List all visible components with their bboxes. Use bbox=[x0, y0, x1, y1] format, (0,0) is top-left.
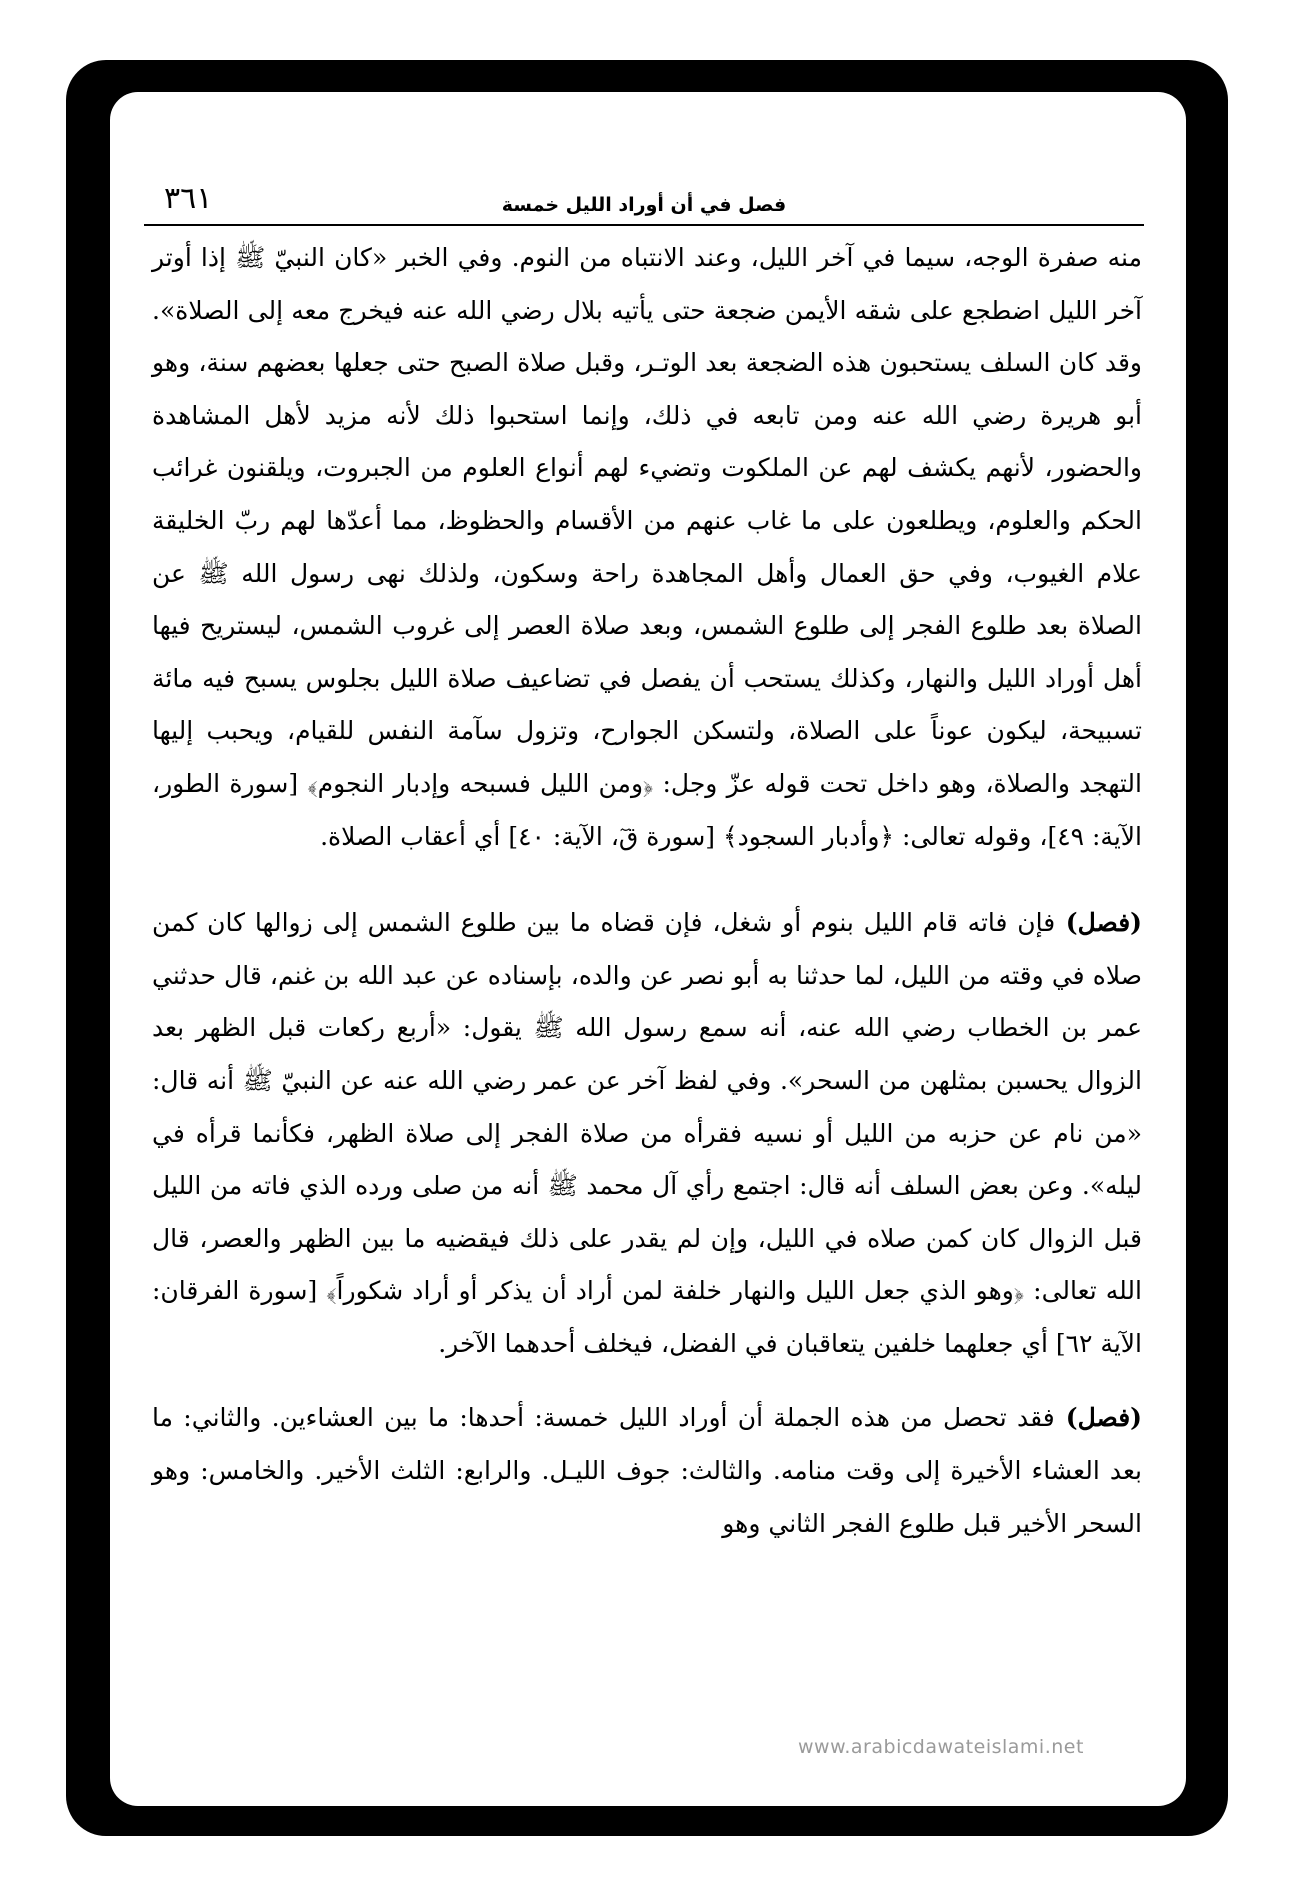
paragraph-2 bbox=[152, 897, 1142, 1370]
paragraph-2-text: فإن فاته قام الليل بنوم أو شغل، فإن قضاه ما بين طلوع الشمس إلى زوالها كان كمن صلاه في وقته من الليل، لما حدثنا به أبو نصر عن والده، بإسناده عن عبد الله بن غنم، قال حدثني عمر بن الخطاب رضي الله عنه، أنه سمع رسول الله ﷺ يقول: «أربع ركعات قبل الظهر بعد الزوال يحسبن بمثلهن من السحر». وفي لفظ آخر عن عمر رضي الله عنه عن النبيّ ﷺ أنه قال: «من نام عن حزبه من الليل أو نسيه فقرأه من صلاة الفجر إلى صلاة الظهر، فكأنما قرأه في ليله». وعن بعض السلف أنه قال: اجتمع رأي آل محمد ﷺ أنه من صلى ورده الذي فاته من الليل قبل الزوال كان كمن صلاه في الليل، وإن لم يقدر على ذلك فيقضيه ما بين الظهر والعصر، قال الله تعالى: ﴿وهو الذي جعل الليل والنهار خلفة لمن أراد أن يذكر أو أراد شكوراً﴾ [سورة الفرقان: الآية ٦٢] أي جعلهما خلفين يتعاقبان في الفضل، فيخلف أحدهما الآخر. bbox=[152, 908, 1142, 1358]
paragraph-1-text: منه صفرة الوجه، سيما في آخر الليل، وعند الانتباه من النوم. وفي الخبر «كان النبيّ ﷺ إذا أوتر آخر الليل اضطجع على شقه الأيمن ضجعة حتى يأتيه بلال رضي الله عنه فيخرج معه إلى الصلاة». وقد كان السلف يستحبون هذه الضجعة بعد الوتـر، وقبل صلاة الصبح حتى جعلها بعضهم سنة، وهو أبو هريرة رضي الله عنه ومن تابعه في ذلك، وإنما استحبوا ذلك لأنه مزيد لأهل المشاهدة والحضور، لأنهم يكشف لهم عن الملكوت وتضيء لهم أنواع العلوم من الجبروت، ويلقنون غرائب الحكم والعلوم، ويطلعون على ما غاب عنهم من الأقسام والحظوظ، مما أعدّها لهم ربّ الخليقة علام الغيوب، وفي حق العمال وأهل المجاهدة راحة وسكون، ولذلك نهى رسول الله ﷺ عن الصلاة بعد طلوع الفجر إلى طلوع الشمس، وبعد صلاة العصر إلى غروب الشمس، ليستريح فيها أهل أوراد الليل والنهار، وكذلك يستحب أن يفصل في تضاعيف صلاة الليل بجلوس يسبح فيه مائة تسبيحة، ليكون عوناً على الصلاة، ولتسكن الجوارح، وتزول سآمة النفس للقيام، ويحبب إليها التهجد والصلاة، وهو داخل تحت قوله عزّ وجل: ﴿ومن الليل فسبحه وإدبار النجوم﴾ [سورة الطور، الآية: ٤٩]، وقوله تعالى: ﴿وأدبار السجود﴾ [سورة قٓ، الآية: ٤٠] أي أعقاب الصلاة. bbox=[152, 243, 1142, 851]
running-header bbox=[144, 176, 1144, 226]
page-number: ٣٦١ bbox=[164, 181, 213, 216]
body-text bbox=[152, 232, 1142, 1550]
watermark-url: www.arabicdawateislami.net bbox=[798, 1736, 1084, 1758]
section-marker: (فصل) bbox=[1054, 1403, 1142, 1433]
paragraph-3-text: فقد تحصل من هذه الجملة أن أوراد الليل خمسة: أحدها: ما بين العشاءين. والثاني: ما بعد العشاء الأخيرة إلى وقت منامه. والثالث: جوف الليـل. والرابع: الثلث الأخير. والخامس: وهو السحر الأخير قبل طلوع الفجر الثاني وهو bbox=[152, 1403, 1142, 1538]
paragraph-3 bbox=[152, 1392, 1142, 1550]
paragraph-1 bbox=[152, 232, 1142, 863]
section-marker: (فصل) bbox=[1055, 908, 1142, 938]
header-title: فصل في أن أوراد الليل خمسة bbox=[501, 194, 787, 216]
